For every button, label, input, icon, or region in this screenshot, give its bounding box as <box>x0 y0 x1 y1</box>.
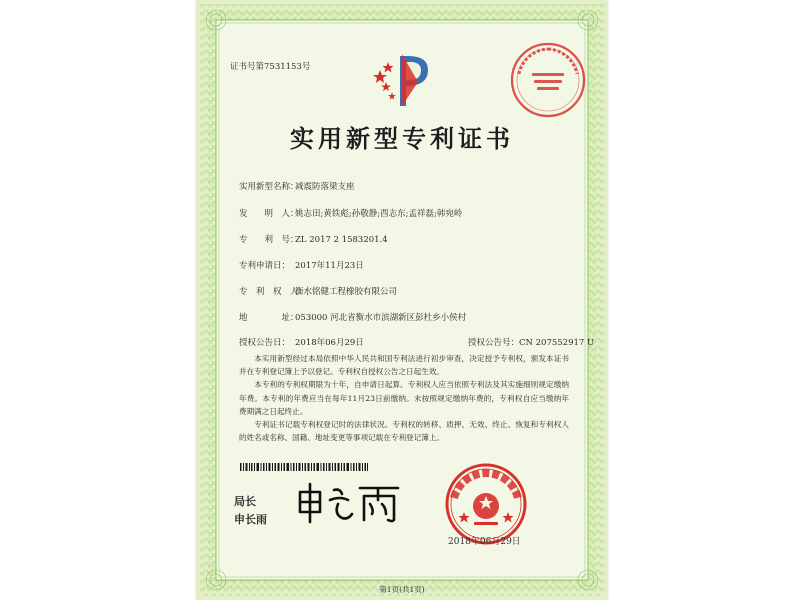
field-row-inventors <box>239 207 462 219</box>
field-label: 实用新型名称： <box>239 182 299 192</box>
certificate-number: 证书号第7531153号 <box>230 62 311 72</box>
director-name: 申长雨 <box>234 513 267 526</box>
barcode <box>240 463 368 471</box>
announcement-number: 授权公告号：CN 207552917 U <box>468 338 595 348</box>
field-row-address <box>239 311 466 323</box>
field-label: 地 址： <box>239 313 299 323</box>
field-row-grant-date <box>239 336 364 348</box>
field-label: 发 明 人： <box>239 209 299 219</box>
field-row-name <box>239 180 355 192</box>
body-paragraph: 专利证书记载专利权登记时的法律状况。专利权的转移、质押、无效、终止、恢复和专利权人的姓名或名称、国籍、地址变更等事项记载在专利登记簿上。 <box>239 420 569 443</box>
field-label: 授权公告日： <box>239 338 291 348</box>
seal-date: 2018年06月29日 <box>448 537 521 547</box>
field-label: 专 利 权 人： <box>239 287 308 297</box>
agency-stamp-icon <box>508 40 588 120</box>
field-row-patent-number <box>239 233 388 245</box>
field-value: 衡水铭健工程橡胶有限公司 <box>295 287 398 297</box>
director-title: 局长 <box>234 495 256 508</box>
field-value: 减震防落梁支座 <box>295 182 355 192</box>
field-value: 姚志田;黄铁彪;孙敬静;酉志东;孟祥磊;韩宛岭 <box>295 209 463 219</box>
patent-office-logo-icon <box>372 52 436 108</box>
certificate-title: 实用新型专利证书 <box>290 124 514 153</box>
field-value: 2017年11月23日 <box>295 261 364 271</box>
field-row-filing-date <box>239 259 364 271</box>
body-paragraph: 本专利的专利权期限为十年，自申请日起算。专利权人应当依照专利法及其实施细则规定缴纳年费。本专利的年费应当在每年11月23日前缴纳。未按照规定缴纳年费的，专利权自应当缴纳年费期满之日起终止。 <box>239 380 569 416</box>
field-row-patentee <box>239 285 397 297</box>
certificate-paper <box>196 0 608 600</box>
field-value: 2018年06月29日 <box>295 338 364 348</box>
body-paragraph: 本实用新型经过本局依照中华人民共和国专利法进行初步审查，决定授予专利权，颁发本证书并在专利登记簿上予以登记。专利权自授权公告之日起生效。 <box>239 354 569 377</box>
certificate-body <box>239 352 569 444</box>
field-value: ZL 2017 2 1583201.4 <box>295 235 388 245</box>
field-value: 053000 河北省衡水市滨湖新区彭杜乡小侯村 <box>295 313 467 323</box>
page-number: 第1页(共1页) <box>379 585 425 594</box>
director-signature-icon <box>294 478 404 526</box>
field-label: 专 利 号： <box>239 235 299 245</box>
field-label: 专利申请日： <box>239 261 291 271</box>
